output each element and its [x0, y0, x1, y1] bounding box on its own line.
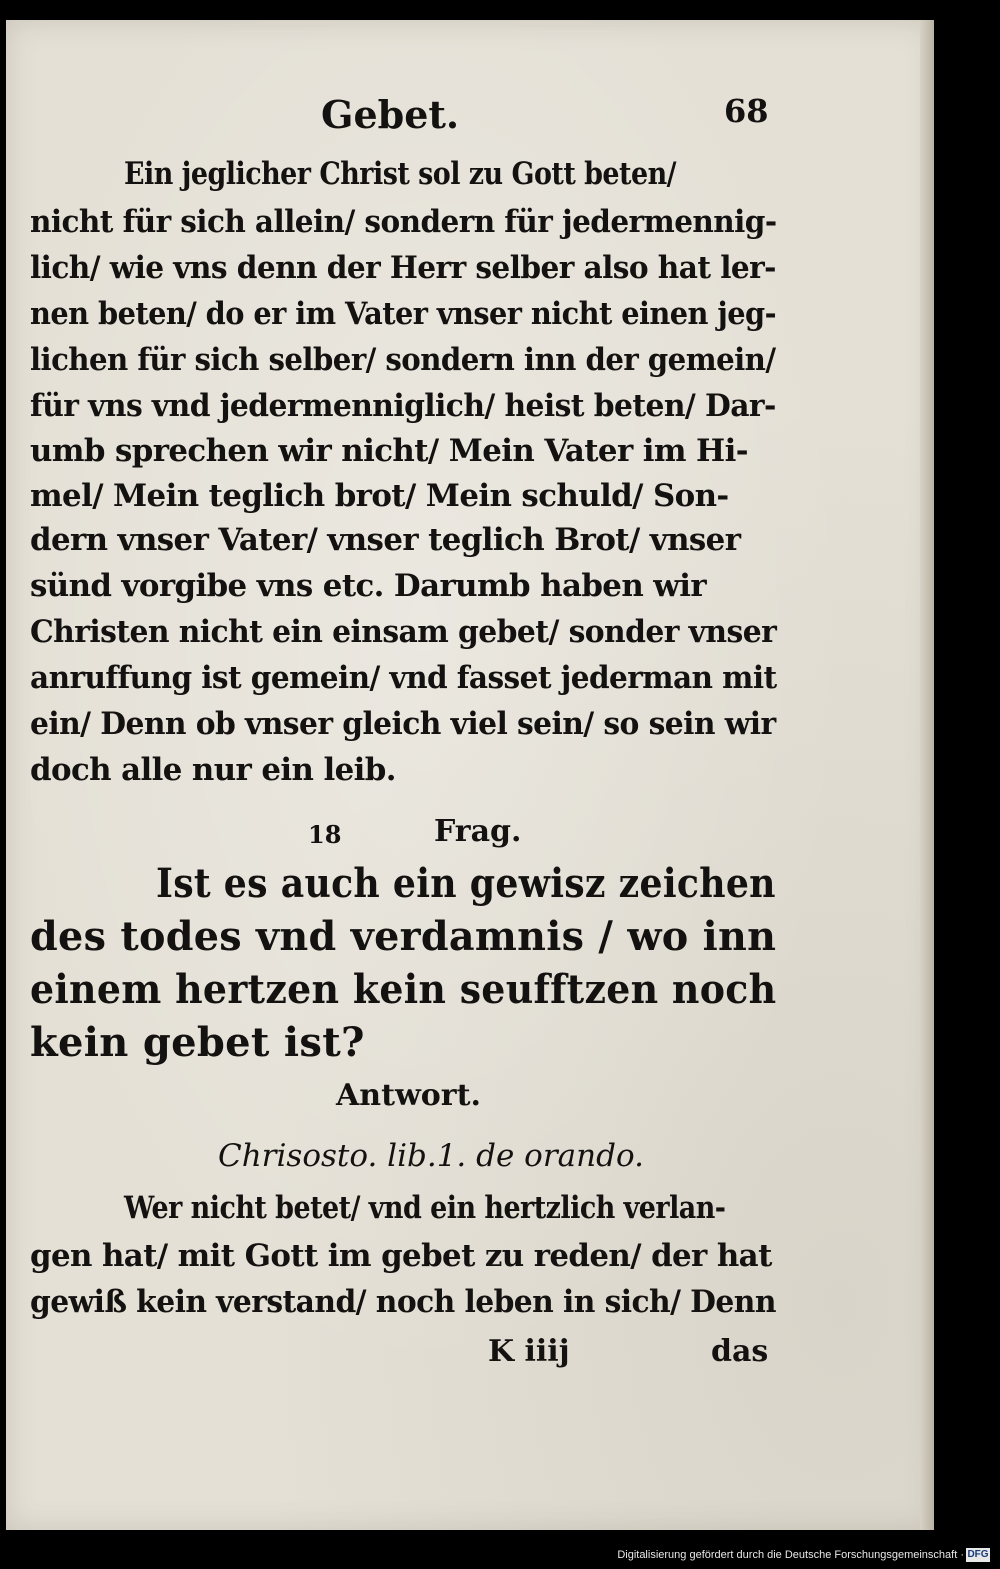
body-line: Christen nicht ein einsam gebet/ sonder vnser [30, 614, 777, 650]
body-line: nicht für sich allein/ sondern für jedermennig- [30, 204, 777, 240]
dfg-logo: DFG [967, 1549, 989, 1560]
page-number: 68 [724, 92, 769, 130]
citation: Chrisosto. lib.1. de orando. [218, 1138, 644, 1174]
body-line: lichen für sich selber/ sondern inn der gemein/ [30, 342, 776, 378]
body-line: mel/ Mein teglich brot/ Mein schuld/ Son- [30, 478, 729, 514]
running-head: Gebet. [321, 92, 460, 137]
question-label: Frag. [434, 814, 522, 849]
funding-credit: Digitalisierung gefördert durch die Deutsche Forschungsgemeinschaft · [617, 1549, 964, 1561]
body-line: ein/ Denn ob vnser gleich viel sein/ so sein wir [30, 706, 776, 742]
body-line: nen beten/ do er im Vater vnser nicht einen jeg- [30, 296, 776, 332]
body-line: lich/ wie vns denn der Herr selber also hat ler- [30, 250, 776, 286]
body-line: anruffung ist gemein/ vnd fasset jederman mit [30, 660, 777, 696]
question-line: Ist es auch ein gewisz zeichen [156, 860, 776, 907]
body-line: umb sprechen wir nicht/ Mein Vater im Hi- [30, 433, 748, 469]
book-page [6, 20, 934, 1530]
body-line: für vns vnd jedermenniglich/ heist beten/ Dar- [30, 388, 776, 424]
question-line: des todes vnd verdamnis / wo inn [30, 913, 777, 960]
answer-line: gen hat/ mit Gott im gebet zu reden/ der hat [30, 1238, 772, 1274]
page-edge [920, 20, 934, 1530]
body-line: dern vnser Vater/ vnser teglich Brot/ vnser [30, 522, 741, 558]
question-number: 18 [308, 820, 342, 849]
catchword: das [711, 1334, 769, 1369]
body-line: Ein jeglicher Christ sol zu Gott beten/ [124, 156, 676, 192]
body-line: sünd vorgibe vns etc. Darumb haben wir [30, 568, 707, 604]
answer-line: Wer nicht betet/ vnd ein hertzlich verlan- [124, 1190, 726, 1226]
signature-mark: K iiij [488, 1334, 570, 1369]
answer-heading: Antwort. [336, 1078, 481, 1113]
question-line: einem hertzen kein seufftzen noch [30, 966, 777, 1013]
answer-line: gewiß kein verstand/ noch leben in sich/ Denn [30, 1284, 776, 1320]
body-line: doch alle nur ein leib. [30, 752, 396, 788]
question-line: kein gebet ist? [30, 1019, 365, 1066]
